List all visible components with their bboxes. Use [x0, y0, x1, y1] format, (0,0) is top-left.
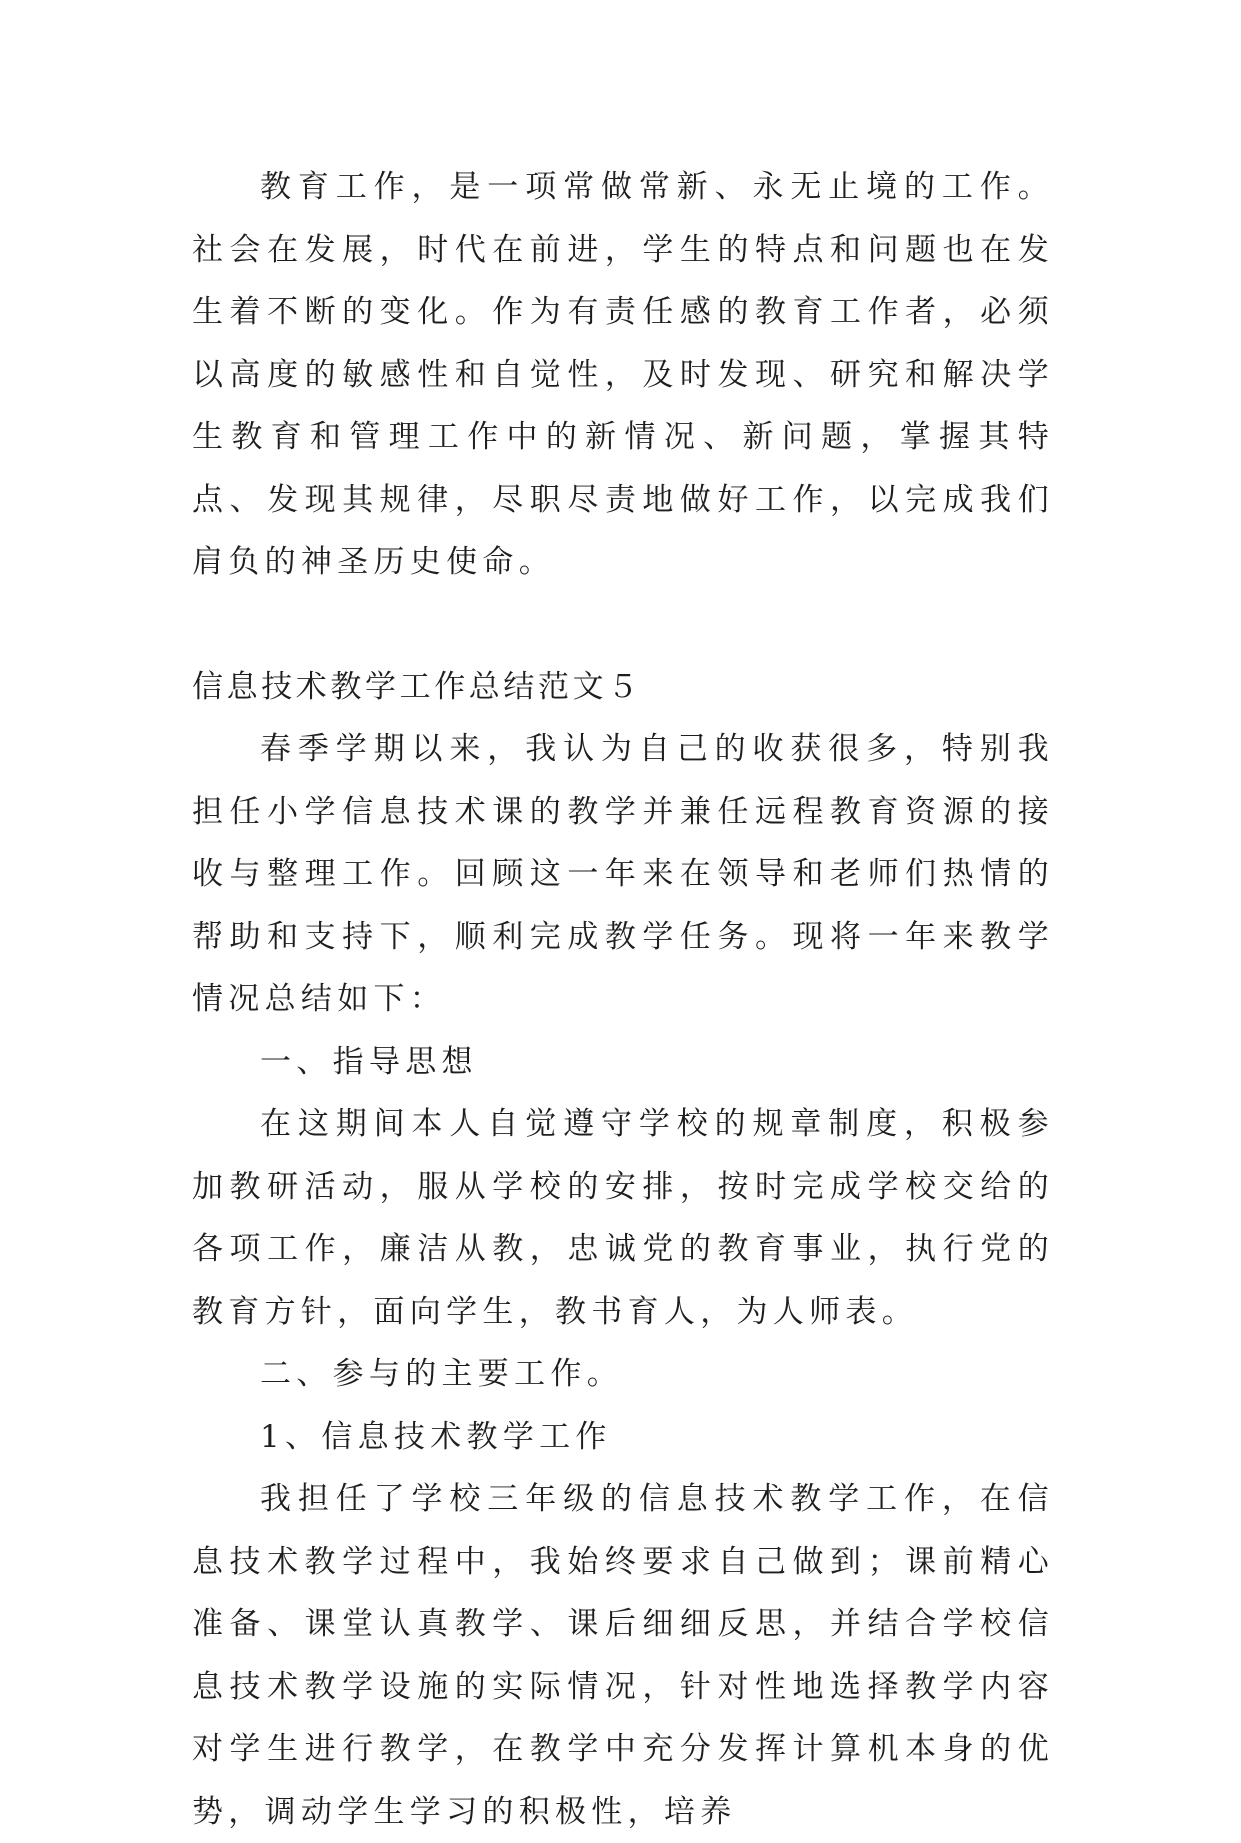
- document-body: [192, 156, 1054, 1843]
- heading-main-work: 二、参与的主要工作。: [260, 1356, 623, 1392]
- paragraph-discipline: 在这期间本人自觉遵守学校的规章制度，积极参加教研活动，服从学校的安排，按时完成学校交给的各项工作，廉洁从教，忠诚党的教育事业，执行党的教育方针，面向学生，教书育人，为人师表。: [192, 1106, 1054, 1330]
- section-title: 信息技术教学工作总结范文５: [192, 668, 642, 705]
- paragraph-spring-semester: 春季学期以来，我认为自己的收获很多，特别我担任小学信息技术课的教学并兼任远程教育资源的接收与整理工作。回顾这一年来在领导和老师们热情的帮助和支持下，顺利完成教学任务。现将一年来教学情况总结如下：: [192, 731, 1054, 1017]
- paragraph-intro: 教育工作，是一项常做常新、永无止境的工作。社会在发展，时代在前进，学生的特点和问题也在发生着不断的变化。作为有责任感的教育工作者，必须以高度的敏感性和自觉性，及时发现、研究和解决学生教育和管理工作中的新情况、新问题，掌握其特点、发现其规律，尽职尽责地做好工作，以完成我们肩负的神圣历史使命。: [192, 169, 1054, 580]
- heading-it-teaching: 1、信息技术教学工作: [260, 1418, 612, 1455]
- heading-guiding-thought: 一、指导思想: [260, 1043, 478, 1080]
- paragraph-it-teaching: 我担任了学校三年级的信息技术教学工作，在信息技术教学过程中，我始终要求自己做到；课前精心准备、课堂认真教学、课后细细反思，并结合学校信息技术教学设施的实际情况，针对性地选择教学内容对学生进行教学，在教学中充分发挥计算机本身的优势，调动学生学习的积极性，培养: [192, 1481, 1054, 1830]
